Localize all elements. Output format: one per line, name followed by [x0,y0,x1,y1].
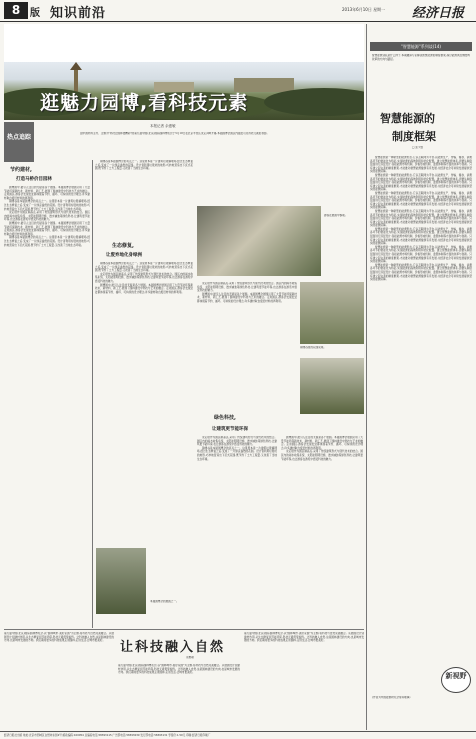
feature-byline: 本报记者 余惠敏 [150,124,176,128]
section-title: 知识前沿 [50,6,107,21]
col2-text [95,262,193,542]
commentary-left: 第九届中国(北京)国际园林博览会,以"园林城市·美好家园"为主题,将科技与自然完美融合。从展园设计到建材选用,从生态修复到节能环保,科技元素贯穿始终。让科技融入自然,这是园林建设的方向,也是城市发展的方向。我们期待更多的科技成果走进园林,走进生活,让城市更美好。 [4,632,114,643]
sidebar-para: 智慧能源是一种新型的能源形态,它以互联网为平台,以能源生产、传输、储存、消费各环节的智能化为特征,实现能源的高效利用和优化配置。建立智慧能源体系,需要从制度层面进行顶层设计,包括能源市场机制、价格形成机制、监管体制等方面的改革与创新。只有建立起完善的制度框架,才能推动智慧能源健康有序发展,为经济社会可持续发展提供坚实的能源保障。 [370,156,472,174]
sidebar-title-2: 制度框架 [392,130,436,143]
caption-1: 本届园博会的展园之一。 [150,600,179,603]
col3-bottom-text [197,436,277,626]
sidebar-para-6: 智慧能源是一种新型的能源形态,它以互联网为平台,以能源生产、传输、储存、消费各环节的智能化为特征,实现能源的高效利用和优化配置。建立智慧能源体系,需要从制度层面进行顶层设计,包括能源市场机制、价格形成机制、监管体制等方面的改革与创新。只有建立起完善的制度框架,才能推动智慧能源健康有序发展,为经济社会可持续发展提供坚实的能源保障。 [370,245,472,264]
col3-para-2: 园博园中,最引人注目的无疑是各个展园。本届园博会展园运用了大量节能环保新技术、新材料、新工艺,展现了园林建设中科技与艺术的融合。走进园区,游客会发现处处都体现着节约、循环、可持续的设计理念,许多建材取自废旧材料的再利用。 [197,292,297,303]
hero-sky [4,24,364,62]
col1-para-4: 园博园中,最引人注目的无疑是各个展园。本届园博会展园运用了大量节能环保新技术、新材料、新工艺,展现了园林建设中科技与艺术的融合。走进园区,游客会发现处处都体现着节约、循环、可持续的设计理念,许多建材取自废旧材料的再利用。 [4,221,90,236]
col2-para: 锦绣谷是本届园博会的亮点之一。这里原本是一片建筑垃圾填埋场,经过生态修复之后,变成了一片绿意盎然的花园。设计者利用垃圾坑的地形,巧妙地营造出下沉式花园,既节约了土方工程量,又改善了当地生态环境。 [95,160,193,171]
bottom-divider [4,629,364,630]
caption-3: 游客在展园中参观。 [324,214,348,217]
col3-para: 永定塔作为园区制高点,采用了传统建筑形式与现代技术的结合。园区内的雨水收集系统、太阳能照明设施、透水铺装等绿色科技,让建筑更节能环保,也让游客在游览中感受科技的魅力。 [197,282,297,293]
col2-para-2: 锦绣谷是本届园博会的亮点之一。这里原本是一片建筑垃圾填埋场,经过生态修复之后,变成了一片绿意盎然的花园。设计者利用垃圾坑的地形,巧妙地营造出下沉式花园,既节约了土方工程量,又改善了当地生态环境。 [95,262,193,273]
commentary-right: 第九届中国(北京)国际园林博览会,以"园林城市·美好家园"为主题,将科技与自然完美融合。从展园设计到建材选用,从生态修复到节能环保,科技元素贯穿始终。让科技融入自然,这是园林建设的方向,也是城市发展的方向。我们期待更多的科技成果走进园林,走进生活,让城市更美好。 [244,632,364,643]
col-divider [92,160,93,628]
series-header: "智慧能源"系列谈(14) [370,42,472,51]
col1-para-3: 永定塔作为园区制高点,采用了传统建筑形式与现代技术的结合。园区内的雨水收集系统、太阳能照明设施、透水铺装等绿色科技,让建筑更节能环保,也让游客在游览中感受科技的魅力。 [4,211,90,222]
page-number: 8 [4,2,28,19]
sidebar-para-5: 智慧能源是一种新型的能源形态,它以互联网为平台,以能源生产、传输、储存、消费各环节的智能化为特征,实现能源的高效利用和优化配置。建立智慧能源体系,需要从制度层面进行顶层设计,包括能源市场机制、价格形成机制、监管体制等方面的改革与创新。只有建立起完善的制度框架,才能推动智慧能源健康有序发展,为经济社会可持续发展提供坚实的能源保障。 [370,227,472,246]
feature-headline: 逛魅力园博,看科技元素 [40,92,249,114]
new-vision-logo: 新视野 [441,667,471,693]
photo-landscape [300,358,364,414]
col4-para: 园博园中,最引人注目的无疑是各个展园。本届园博会展园运用了大量节能环保新技术、新材料、新工艺,展现了园林建设中科技与艺术的融合。走进园区,游客会发现处处都体现着节约、循环、可持续的设计理念,许多建材取自废旧材料的再利用。 [281,436,363,450]
sidebar-title: 智慧能源的 [380,112,435,125]
col2-para-4: 园博园中,最引人注目的无疑是各个展园。本届园博会展园运用了大量节能环保新技术、新材料、新工艺,展现了园林建设中科技与艺术的融合。走进园区,游客会发现处处都体现着节约、循环、可持续的设计理念,许多建材取自废旧材料的再利用。 [95,283,193,294]
commentary-author: 余惠敏 [186,656,194,659]
page-footer: 经济日报社出版 地址:北京市西城区白纸坊东街2号 邮政编码:100054 总编室电话:58393115 广告部电话:58393039 发行部电话:58393131 零售价:1.50元 印刷:经济日报印刷厂 [0,731,476,739]
col2-top-text [95,160,193,236]
masthead: 经济日报 [412,6,465,21]
photo-visitors [197,206,321,276]
date-line: 2013年6月10日 星期一 [342,7,386,12]
col1-para: 园博园中,最引人注目的无疑是各个展园。本届园博会展园运用了大量节能环保新技术、新材料、新工艺,展现了园林建设中科技与艺术的融合。走进园区,游客会发现处处都体现着节约、循环、可持续的设计理念,许多建材取自废旧材料的再利用。 [4,186,90,200]
col1-para-2: 锦绣谷是本届园博会的亮点之一。这里原本是一片建筑垃圾填埋场,经过生态修复之后,变成了一片绿意盎然的花园。设计者利用垃圾坑的地形,巧妙地营造出下沉式花园,既节约了土方工程量,又改善了当地生态环境。 [4,200,90,211]
page-unit: 版 [30,8,40,19]
col2-para-3: 永定塔作为园区制高点,采用了传统建筑形式与现代技术的结合。园区内的雨水收集系统、太阳能照明设施、透水铺装等绿色科技,让建筑更节能环保,也让游客在游览中感受科技的魅力。 [95,272,193,283]
col3-para-3: 永定塔作为园区制高点,采用了传统建筑形式与现代技术的结合。园区内的雨水收集系统、太阳能照明设施、透水铺装等绿色科技,让建筑更节能环保,也让游客在游览中感受科技的魅力。 [197,436,277,447]
photo-flower-valley [300,282,364,344]
sidebar-para-4: 智慧能源是一种新型的能源形态,它以互联网为平台,以能源生产、传输、储存、消费各环节的智能化为特征,实现能源的高效利用和优化配置。建立智慧能源体系,需要从制度层面进行顶层设计,包括能源市场机制、价格形成机制、监管体制等方面的改革与创新。只有建立起完善的制度框架,才能推动智慧能源健康有序发展,为经济社会可持续发展提供坚实的能源保障。 [370,209,472,228]
sidebar-para-7: 智慧能源是一种新型的能源形态,它以互联网为平台,以能源生产、传输、储存、消费各环节的智能化为特征,实现能源的高效利用和优化配置。建立智慧能源体系,需要从制度层面进行顶层设计,包括能源市场机制、价格形成机制、监管体制等方面的改革与创新。只有建立起完善的制度框架,才能推动智慧能源健康有序发展,为经济社会可持续发展提供坚实的能源保障。 [370,263,472,282]
hotspot-badge: 热点追踪 [4,122,34,162]
feature-lead: 由中国科协主办、主题为"科技让园林更精彩"的第九届中国(北京)国际园林博览会于5月18日在北京丰台区永定河畔开幕,本届园博会园区内随处可见科技元素的身影。 [80,132,270,135]
sidebar-body [370,156,472,662]
sidebar-para-2: 智慧能源是一种新型的能源形态,它以互联网为平台,以能源生产、传输、储存、消费各环节的智能化为特征,实现能源的高效利用和优化配置。建立智慧能源体系,需要从制度层面进行顶层设计,包括能源市场机制、价格形成机制、监管体制等方面的改革与创新。只有建立起完善的制度框架,才能推动智慧能源健康有序发展,为经济社会可持续发展提供坚实的能源保障。 [370,173,472,192]
col4-bottom-text [281,436,363,626]
caption-2: 锦绣谷里的花园景观。 [300,346,326,349]
subhead-3: 绿色科技, [214,415,236,421]
col4-para-2: 永定塔作为园区制高点,采用了传统建筑形式与现代技术的结合。园区内的雨水收集系统、太阳能照明设施、透水铺装等绿色科技,让建筑更节能环保,也让游客在游览中感受科技的魅力。 [281,450,363,461]
col1-para-5: 锦绣谷是本届园博会的亮点之一。这里原本是一片建筑垃圾填埋场,经过生态修复之后,变成了一片绿意盎然的花园。设计者利用垃圾坑的地形,巧妙地营造出下沉式花园,既节约了土方工程量,又改善了当地生态环境。 [4,236,90,247]
subhead-2: 生态修复, [112,243,134,249]
commentary-title: 让科技融入自然 [120,640,226,655]
commentary-mid: 第九届中国(北京)国际园林博览会,以"园林城市·美好家园"为主题,将科技与自然完美融合。从展园设计到建材选用,从生态修复到节能环保,科技元素贯穿始终。让科技融入自然,这是园林建设的方向,也是城市发展的方向。我们期待更多的科技成果走进园林,走进生活,让城市更美好。 [118,664,240,675]
col3-para-4: 锦绣谷是本届园博会的亮点之一。这里原本是一片建筑垃圾填埋场,经过生态修复之后,变成了一片绿意盎然的花园。设计者利用垃圾坑的地形,巧妙地营造出下沉式花园,既节约了土方工程量,又改善了当地生态环境。 [197,446,277,461]
sidebar-note: (作者为中国能源研究会常务理事) [372,696,411,699]
col1-text [4,186,90,626]
sidebar-divider [366,24,367,730]
photo-garden-small [96,548,146,614]
subhead-1b: 打造马桥价目园林 [16,177,52,182]
sidebar-intro: 智慧能源到底是什么样子,本期邀请专家解读智慧能源的制度框架,探讨能源供给侧结构改革的方向与路径。 [372,54,470,61]
subhead-3b: 让建筑更节能环保 [212,427,248,432]
subhead-2b: 让废弃地化身绿洲 [106,253,142,258]
sidebar-para-3: 智慧能源是一种新型的能源形态,它以互联网为平台,以能源生产、传输、储存、消费各环节的智能化为特征,实现能源的高效利用和优化配置。建立智慧能源体系,需要从制度层面进行顶层设计,包括能源市场机制、价格形成机制、监管体制等方面的改革与创新。只有建立起完善的制度框架,才能推动智慧能源健康有序发展,为经济社会可持续发展提供坚实的能源保障。 [370,191,472,210]
subhead-1: 节约建材, [10,167,32,173]
sidebar-author: □ 张少凯 [412,146,424,149]
